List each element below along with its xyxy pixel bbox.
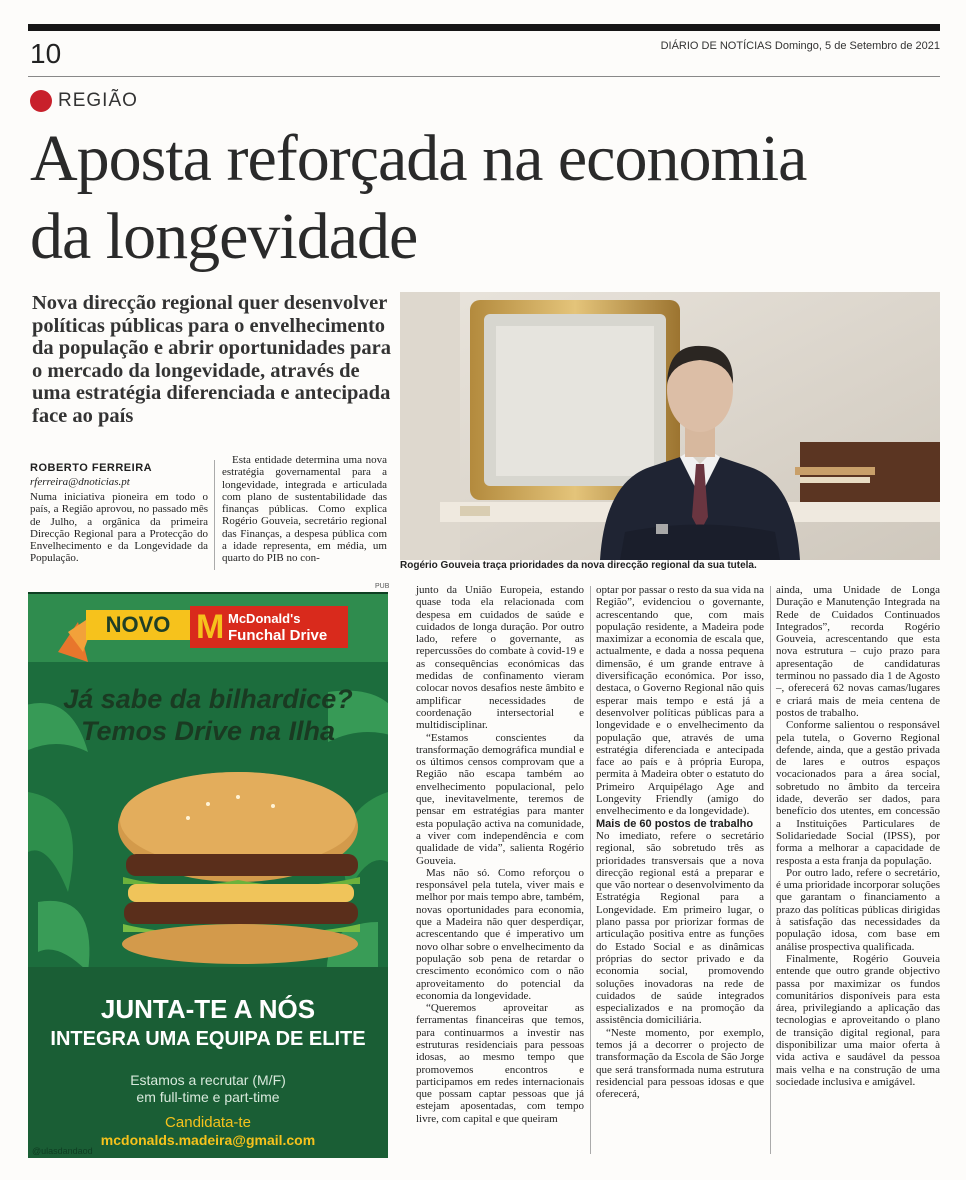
paragraph: Finalmente, Rogério Gouveia entende que outro grande objectivo passa por maximizar os fundos comunitários disponíveis para esta área, privilegiando a aplicação das tecnologias e aproveitando o plano de transição digital regional, para disponibilizar uma maior oferta à vida activa e saudável da pessoa mais velha e na construção de uma sociedade inclusiva e amigável. xyxy=(776,952,940,1088)
section-dot-icon xyxy=(30,90,52,112)
ad-headline-2: Temos Drive na Ilha xyxy=(80,716,336,746)
author-name: ROBERTO FERREIRA xyxy=(30,462,153,474)
article-column-3 xyxy=(416,584,584,1125)
article-column-1 xyxy=(30,491,208,565)
column-divider xyxy=(590,586,591,1154)
section-tag xyxy=(30,90,138,112)
ad-headline-1: Já sabe da bilhardice? xyxy=(63,684,353,714)
section-label: REGIÃO xyxy=(58,90,138,111)
portrait-photo xyxy=(400,292,940,560)
ad-cta-2: INTEGRA UMA EQUIPA DE ELITE xyxy=(50,1028,366,1050)
pub-label: PUB xyxy=(375,583,390,590)
ad-watermark: @ulasdandaod xyxy=(32,1146,93,1156)
paragraph: Conforme salientou o responsável pela tutela, o Governo Regional defende, ainda, que a gestão privada de lares e outros espaços vocacionados para a área social, sobretudo no âmbito da terceira idade, deverão ser dados, para benefício dos utentes, em concessão a Instituições Particulares de Solidariedade Social (IPSS), por forma a melhorar a capacidade de resposta a esta franja da população. xyxy=(776,719,940,867)
mcdonalds-logo-block xyxy=(190,606,348,648)
golden-arches-icon: M xyxy=(196,608,225,646)
ad-cta-1: JUNTA-TE A NÓS xyxy=(100,994,316,1024)
top-rule xyxy=(28,24,940,31)
author-email[interactable]: rferreira@dnoticias.pt xyxy=(30,476,130,488)
column-divider xyxy=(214,460,215,570)
headline-line-1: Aposta reforçada na economia xyxy=(30,122,807,195)
dateline xyxy=(661,40,940,52)
paragraph: “Neste momento, por exemplo, temos já a decorrer o projecto de transformação da Escola de São Jorge que será transformada numa estrutura residencial para pessoas idosas e que oferecerá, xyxy=(596,1026,764,1101)
paragraph: “Estamos conscientes da transformação demográfica mundial e os últimos censos comprovam que a Região não escapa também ao envelhecimento populacional, pelo que, inevitavelmente, teremos de pensar em estratégias para manter esta população activa na comunidade, a viver com independência e com qualidade de vida”, salienta Rogério Gouveia. xyxy=(416,731,584,867)
paragraph: ainda, uma Unidade de Longa Duração e Manutenção Integrada na Rede de Cuidados Continuados Integrados”, recorda Rogério Gouveia, acrescentando que esta nova estrutura – cujo prazo para apresentação de candidaturas terminou no passado dia 1 de Agosto –, oferecerá 62 novas camas/lugares e criará mais de meia centena de postos de trabalho. xyxy=(776,584,940,719)
page-number: 10 xyxy=(30,38,62,69)
paragraph: Numa iniciativa pioneira em todo o país, a Região aprovou, no passado mês de Julho, a orgânica da primeira Direcção Regional para a Protecção do Envelhecimento e da Longevidade da População. xyxy=(30,491,208,565)
mcdonalds-advertisement[interactable] xyxy=(28,592,388,1158)
paragraph: No imediato, refere o secretário regional, são sobretudo três as prioridades transversais que a nova direcção regional está a preparar e que vão nortear o desenvolvimento da Estratégia Regional para a Longevidade. Em primeiro lugar, o plano passa por priorizar formas de articulação positiva entre as funções do Estado Social e as dinâmicas próprias do sector privado e da economia social, promovendo soluções inovadoras na rede de cuidados de saúde integrados especializados e na promoção da assistência domiciliária. xyxy=(596,829,764,1027)
ad-apply-label: Candidata-te xyxy=(165,1114,251,1131)
ad-recruit-line-2: em full-time e part-time xyxy=(136,1089,280,1105)
article-subhead: Mais de 60 postos de trabalho xyxy=(596,817,754,830)
ad-email-link[interactable]: mcdonalds.madeira@gmail.com xyxy=(100,1132,316,1148)
paragraph: optar por passar o resto da sua vida na Região”, evidenciou o governante, acrescentando que, com mais população residente, a Madeira pode maximizar a economia de escala que, actualmente, e dada a nossa pequena dimensão, é um grande entrave à diversificação económica. Por isso, destaca, o Governo Regional não quis esperar mais tempo e está já a desenvolver políticas públicas para a longevidade e o envelhecimento da população que, através de uma estratégia diferenciada e antecipada face ao país e à própria Europa, permita à Madeira obter o estatuto do Primeiro Arquipélago Age and Longevity Friendly (amigo do envelhecimento e da longevidade). xyxy=(596,584,765,818)
paragraph: Mas não só. Como reforçou o responsável pela tutela, viver mais e melhor por mais tempo abre, também, novas oportunidades para economia, que a Madeira não quer desperdiçar, acrescentando que é imperativo um novo olhar sobre o envelhecimento da população sob pena de retardar o crescimento económico com o não aproveitamento do potencial da economia da longevidade. xyxy=(416,866,584,1002)
headline-line-2: da longevidade xyxy=(30,200,418,273)
ad-recruit-line-1: Estamos a recrutar (M/F) xyxy=(130,1072,286,1088)
article-column-2 xyxy=(222,454,387,565)
article-column-4 xyxy=(596,584,764,1100)
article-column-5 xyxy=(776,584,940,1088)
paragraph: “Queremos aproveitar as ferramentas financeiras que temos, para continuarmos a investir nas estruturas residenciais para pessoas idosas, ao mesmo tempo que promovemos encontros e participamos em redes internacionais que possam captar pessoas que já estejam aposentadas, com tempo livre, com capital e que queiram xyxy=(416,1002,584,1125)
photo-caption: Rogério Gouveia traça prioridades da nova direcção regional da sua tutela. xyxy=(400,560,757,571)
publication-name: DIÁRIO DE NOTÍCIAS xyxy=(660,40,772,52)
header-divider xyxy=(28,76,940,77)
ad-brand-line-1: McDonald's xyxy=(228,611,301,626)
column-divider xyxy=(770,586,771,1154)
article-lead: Nova direcção regional quer desenvolver políticas públicas para o envelhecimento da população e abrir oportunidades para o mercado da longevidade, através de uma estratégia diferenciada e antecipada face ao país xyxy=(32,292,392,427)
article-photo xyxy=(400,292,940,560)
ad-brand-line-2: Funchal Drive xyxy=(228,627,328,644)
publication-date: Domingo, 5 de Setembro de 2021 xyxy=(774,40,940,52)
ad-badge-new: NOVO xyxy=(86,610,190,640)
paragraph: Esta entidade determina uma nova estratégia governamental para a longevidade, integrada e articulada com plano de sustentabilidade das finanças públicas. Como explica Rogério Gouveia, secretário regional das Finanças, a despesa pública com a idade representa, em média, um quarto do PIB no con- xyxy=(222,454,387,565)
paragraph: Por outro lado, refere o secretário, é uma prioridade incorporar soluções que garantam o financiamento a prazo das políticas públicas dirigidas à satisfação das necessidades da população idosa, com base em análise prospectiva qualificada. xyxy=(776,866,940,953)
article-headline xyxy=(30,120,950,276)
paragraph: junto da União Europeia, estando quase toda ela relacionada com despesa em cuidados de saúde e cuidados de longa duração. Por outro lado, refere o governante, as repercussões do combate à covid-19 e as consequências económicas das medidas de confinamento vieram colocar novos desafios neste âmbito e amplificar necessidades de coordenação intersectorial e multidisciplinar. xyxy=(416,584,584,732)
